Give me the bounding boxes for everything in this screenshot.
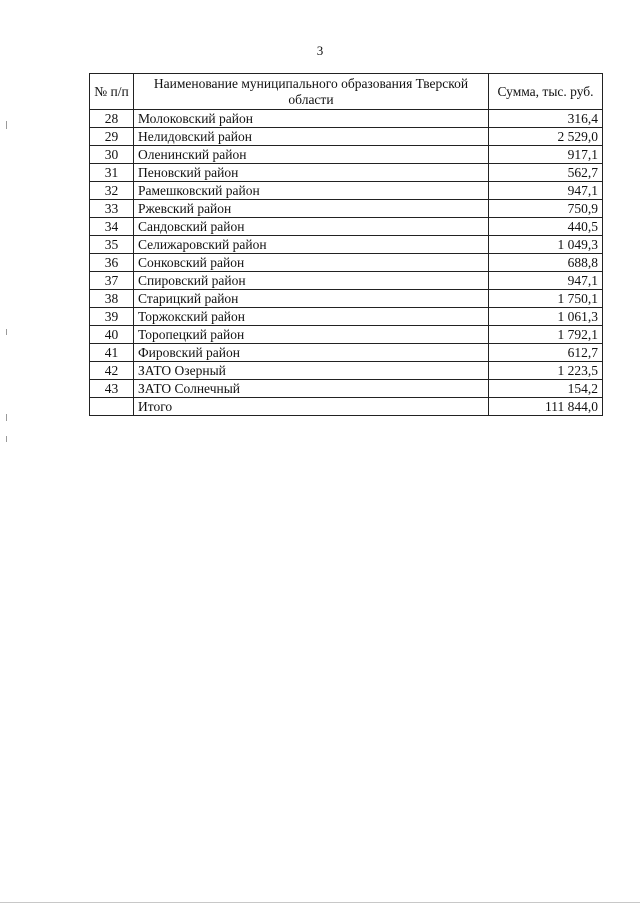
row-sum: 1 049,3 bbox=[489, 236, 603, 254]
table-row bbox=[90, 326, 603, 344]
table-row bbox=[90, 128, 603, 146]
table-row bbox=[90, 344, 603, 362]
row-municipality: Ржевский район bbox=[134, 200, 489, 218]
header-municipality: Наименование муниципального образования Тверской области bbox=[134, 74, 489, 110]
table-row bbox=[90, 164, 603, 182]
row-sum: 947,1 bbox=[489, 272, 603, 290]
total-sum: 111 844,0 bbox=[489, 398, 603, 416]
row-number: 36 bbox=[90, 254, 134, 272]
row-number: 40 bbox=[90, 326, 134, 344]
row-municipality: Фировский район bbox=[134, 344, 489, 362]
scan-margin-mark bbox=[6, 121, 7, 129]
total-number bbox=[90, 398, 134, 416]
table-row bbox=[90, 362, 603, 380]
row-sum: 917,1 bbox=[489, 146, 603, 164]
row-municipality: ЗАТО Озерный bbox=[134, 362, 489, 380]
page-number: 3 bbox=[316, 43, 324, 58]
row-municipality: Сонковский район bbox=[134, 254, 489, 272]
table-row bbox=[90, 218, 603, 236]
row-sum: 1 223,5 bbox=[489, 362, 603, 380]
row-municipality: Спировский район bbox=[134, 272, 489, 290]
row-number: 42 bbox=[90, 362, 134, 380]
row-number: 29 bbox=[90, 128, 134, 146]
row-sum: 440,5 bbox=[489, 218, 603, 236]
row-sum: 154,2 bbox=[489, 380, 603, 398]
table-row bbox=[90, 200, 603, 218]
table-header-row bbox=[90, 74, 603, 110]
header-sum: Сумма, тыс. руб. bbox=[489, 74, 603, 110]
row-sum: 1 061,3 bbox=[489, 308, 603, 326]
header-number: № п/п bbox=[90, 74, 134, 110]
row-sum: 2 529,0 bbox=[489, 128, 603, 146]
table-row bbox=[90, 290, 603, 308]
row-municipality: Пеновский район bbox=[134, 164, 489, 182]
row-number: 31 bbox=[90, 164, 134, 182]
row-number: 38 bbox=[90, 290, 134, 308]
row-sum: 612,7 bbox=[489, 344, 603, 362]
row-number: 39 bbox=[90, 308, 134, 326]
table-row bbox=[90, 308, 603, 326]
row-number: 28 bbox=[90, 110, 134, 128]
table-row bbox=[90, 272, 603, 290]
row-number: 30 bbox=[90, 146, 134, 164]
row-municipality: Молоковский район bbox=[134, 110, 489, 128]
row-municipality: Селижаровский район bbox=[134, 236, 489, 254]
row-number: 33 bbox=[90, 200, 134, 218]
row-number: 32 bbox=[90, 182, 134, 200]
row-municipality: Сандовский район bbox=[134, 218, 489, 236]
table-total-row bbox=[90, 398, 603, 416]
table-row bbox=[90, 110, 603, 128]
table-row bbox=[90, 380, 603, 398]
row-municipality: Рамешковский район bbox=[134, 182, 489, 200]
table-row bbox=[90, 182, 603, 200]
row-number: 35 bbox=[90, 236, 134, 254]
row-sum: 316,4 bbox=[489, 110, 603, 128]
scan-bottom-edge bbox=[0, 902, 640, 903]
row-number: 34 bbox=[90, 218, 134, 236]
row-municipality: ЗАТО Солнечный bbox=[134, 380, 489, 398]
row-municipality: Нелидовский район bbox=[134, 128, 489, 146]
table-row bbox=[90, 146, 603, 164]
budget-table bbox=[89, 73, 603, 416]
table-row bbox=[90, 254, 603, 272]
row-sum: 1 792,1 bbox=[489, 326, 603, 344]
row-number: 43 bbox=[90, 380, 134, 398]
row-sum: 688,8 bbox=[489, 254, 603, 272]
row-municipality: Торжокский район bbox=[134, 308, 489, 326]
total-label: Итого bbox=[134, 398, 489, 416]
scan-margin-mark bbox=[6, 436, 7, 442]
row-municipality: Оленинский район bbox=[134, 146, 489, 164]
row-municipality: Старицкий район bbox=[134, 290, 489, 308]
row-number: 37 bbox=[90, 272, 134, 290]
table-row bbox=[90, 236, 603, 254]
row-sum: 750,9 bbox=[489, 200, 603, 218]
scan-margin-mark bbox=[6, 414, 7, 421]
row-number: 41 bbox=[90, 344, 134, 362]
scan-margin-mark bbox=[6, 329, 7, 335]
row-sum: 1 750,1 bbox=[489, 290, 603, 308]
row-sum: 947,1 bbox=[489, 182, 603, 200]
row-sum: 562,7 bbox=[489, 164, 603, 182]
row-municipality: Торопецкий район bbox=[134, 326, 489, 344]
